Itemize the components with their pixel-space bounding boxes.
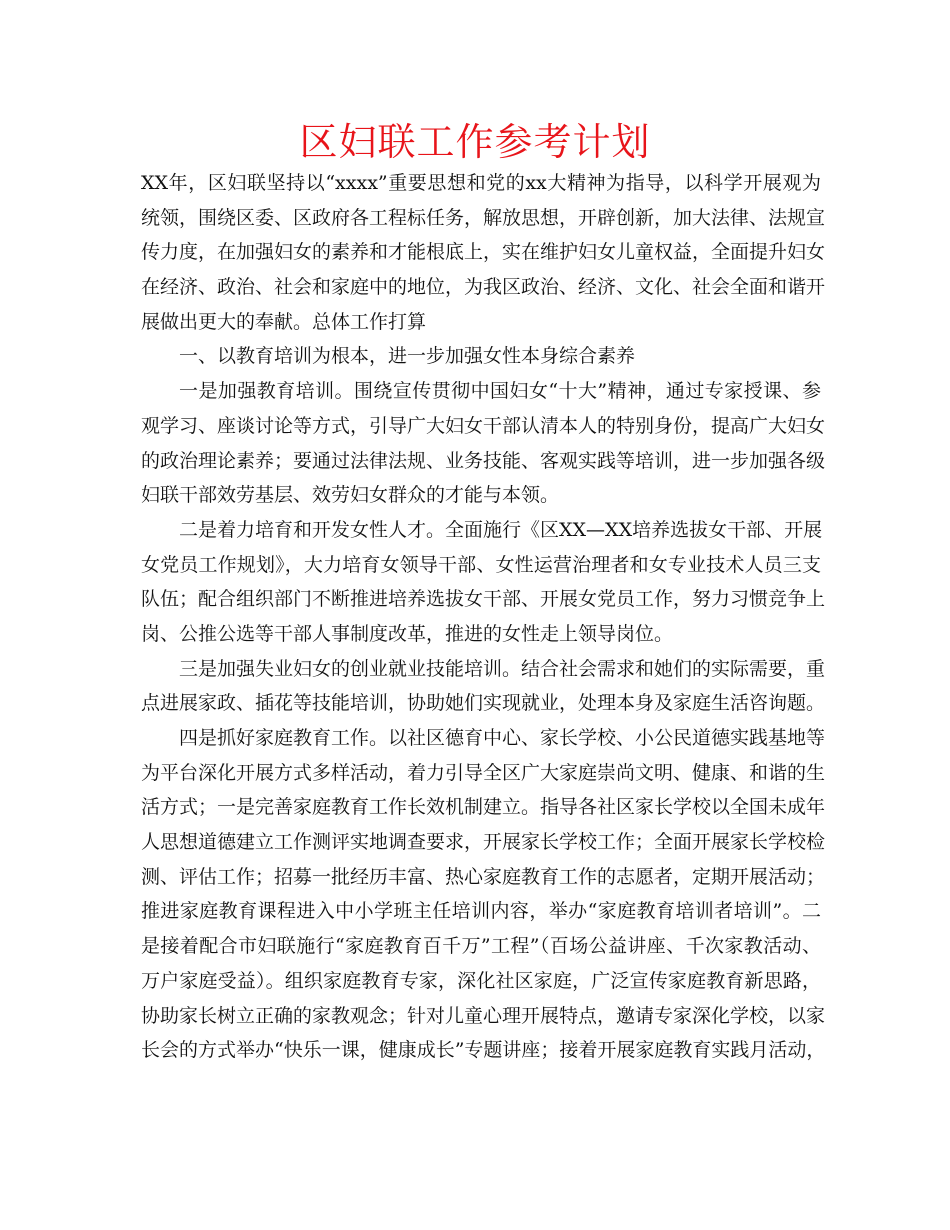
body-line: 协助家长树立正确的家教观念；针对儿童心理开展特点，邀请专家深化学校，以家 <box>141 1004 826 1027</box>
body-line: 长会的方式举办“快乐一课，健康成长”专题讲座；接着开展家庭教育实践月活动， <box>141 1039 826 1062</box>
body-line: 一是加强教育培训。围绕宣传贯彻中国妇女“十大”精神，通过专家授课、参 <box>179 380 821 403</box>
body-line: 点进展家政、插花等技能培训，协助她们实现就业，处理本身及家庭生活咨询题。 <box>141 692 826 715</box>
body-line: XX年，区妇联坚持以“xxxx”重要思想和党的xx大精神为指导，以科学开展观为 <box>141 172 821 194</box>
body-line: 展做出更大的奉献。总体工作打算 <box>141 310 427 333</box>
body-line: 队伍；配合组织部门不断推进培养选拔女干部、开展女党员工作，努力习惯竞争上 <box>141 588 826 611</box>
body-line: 是接着配合市妇联施行“家庭教育百千万”工程”（百场公益讲座、千次家教活动、 <box>141 935 821 958</box>
body-line: 三是加强失业妇女的创业就业技能培训。结合社会需求和她们的实际需要，重 <box>179 657 826 680</box>
body-line: 岗、公推公选等干部人事制度改革，推进的女性走上领导岗位。 <box>141 622 674 645</box>
body-line: 活方式；一是完善家庭教育工作长效机制建立。指导各社区家长学校以全国未成年 <box>141 796 826 819</box>
body-line: 推进家庭教育课程进入中小学班主任培训内容，举办“家庭教育培训者培训”。二 <box>141 900 821 923</box>
document-title: 区妇联工作参考计划 <box>299 120 651 164</box>
body-line: 一、以教育培训为根本，进一步加强女性本身综合素养 <box>179 345 636 368</box>
body-line: 为平台深化开展方式多样活动，着力引导全区广大家庭崇尚文明、健康、和谐的生 <box>141 761 826 784</box>
body-line: 在经济、政治、社会和家庭中的地位，为我区政治、经济、文化、社会全面和谐开 <box>141 276 826 299</box>
body-line: 二是着力培育和开发女性人才。全面施行《区XX—XX培养选拔女干部、开展 <box>179 518 823 541</box>
body-line: 传力度，在加强妇女的素养和才能根底上，实在维护妇女儿童权益，全面提升妇女 <box>141 241 826 264</box>
document-body <box>141 166 826 1068</box>
body-line: 的政治理论素养；要通过法律法规、业务技能、客观实践等培训，进一步加强各级 <box>141 449 826 472</box>
body-line: 人思想道德建立工作测评实地调查要求，开展家长学校工作；全面开展家长学校检 <box>141 831 826 854</box>
body-line: 统领，围绕区委、区政府各工程标任务，解放思想，开辟创新，加大法律、法规宣 <box>141 206 826 229</box>
body-line: 测、评估工作；招募一批经历丰富、热心家庭教育工作的志愿者，定期开展活动； <box>141 865 826 888</box>
body-line: 万户家庭受益）。组织家庭教育专家，深化社区家庭，广泛宣传家庭教育新思路， <box>141 969 821 992</box>
body-line: 观学习、座谈讨论等方式，引导广大妇女干部认清本人的特别身份，提高广大妇女 <box>141 414 826 437</box>
body-line: 女党员工作规划》，大力培育女领导干部、女性运营治理者和女专业技术人员三支 <box>141 553 821 576</box>
body-line: 四是抓好家庭教育工作。以社区德育中心、家长学校、小公民道德实践基地等 <box>179 727 826 749</box>
body-line: 妇联干部效劳基层、效劳妇女群众的才能与本领。 <box>141 484 560 507</box>
